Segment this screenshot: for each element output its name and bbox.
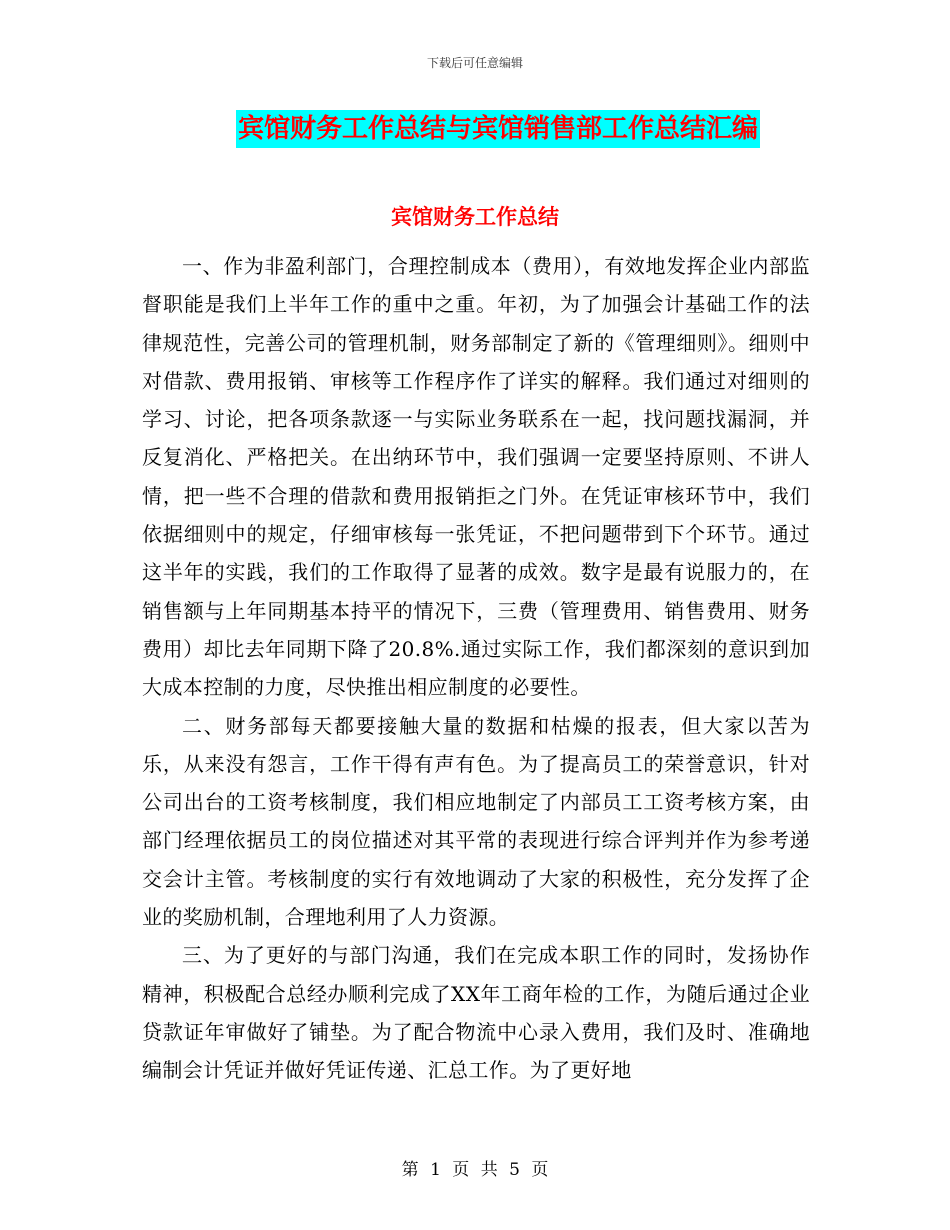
- main-title: 宾馆财务工作总结与宾馆销售部工作总结汇编: [236, 110, 760, 148]
- paragraph-3: 三、为了更好的与部门沟通，我们在完成本职工作的同时，发扬协作精神，积极配合总经办顺利完成了XX年工商年检的工作，为随后通过企业贷款证年审做好了铺垫。为了配合物流中心录入费用，我们及时、准确地编制会计凭证并做好凭证传递、汇总工作。为了更好地: [142, 943, 810, 1083]
- main-title-container: [0, 110, 950, 148]
- header-note: 下载后可任意编辑: [426, 56, 523, 70]
- section-title: 宾馆财务工作总结: [391, 205, 559, 229]
- page-number-footer: 第 1 页 共 5 页: [401, 1160, 549, 1180]
- paragraph-2: 二、财务部每天都要接触大量的数据和枯燥的报表，但大家以苦为乐，从来没有怨言，工作干得有声有色。为了提高员工的荣誉意识，针对公司出台的工资考核制度，我们相应地制定了内部员工工资考核方案，由部门经理依据员工的岗位描述对其平常的表现进行综合评判并作为参考递交会计主管。考核制度的实行有效地调动了大家的积极性，充分发挥了企业的奖励机制，合理地利用了人力资源。: [142, 713, 810, 930]
- document-body: [142, 247, 810, 1090]
- paragraph-1: 一、作为非盈利部门，合理控制成本（费用），有效地发挥企业内部监督职能是我们上半年工作的重中之重。年初，为了加强会计基础工作的法律规范性，完善公司的管理机制，财务部制定了新的《管理细则》。细则中对借款、费用报销、审核等工作程序作了详实的解释。我们通过对细则的学习、讨论，把各项条款逐一与实际业务联系在一起，找问题找漏洞，并反复消化、严格把关。在出纳环节中，我们强调一定要坚持原则、不讲人情，把一些不合理的借款和费用报销拒之门外。在凭证审核环节中，我们依据细则中的规定，仔细审核每一张凭证，不把问题带到下个环节。通过这半年的实践，我们的工作取得了显著的成效。数字是最有说服力的，在销售额与上年同期基本持平的情况下，三费（管理费用、销售费用、财务费用）却比去年同期下降了20.8%.通过实际工作，我们都深刻的意识到加大成本控制的力度，尽快推出相应制度的必要性。: [142, 254, 810, 700]
